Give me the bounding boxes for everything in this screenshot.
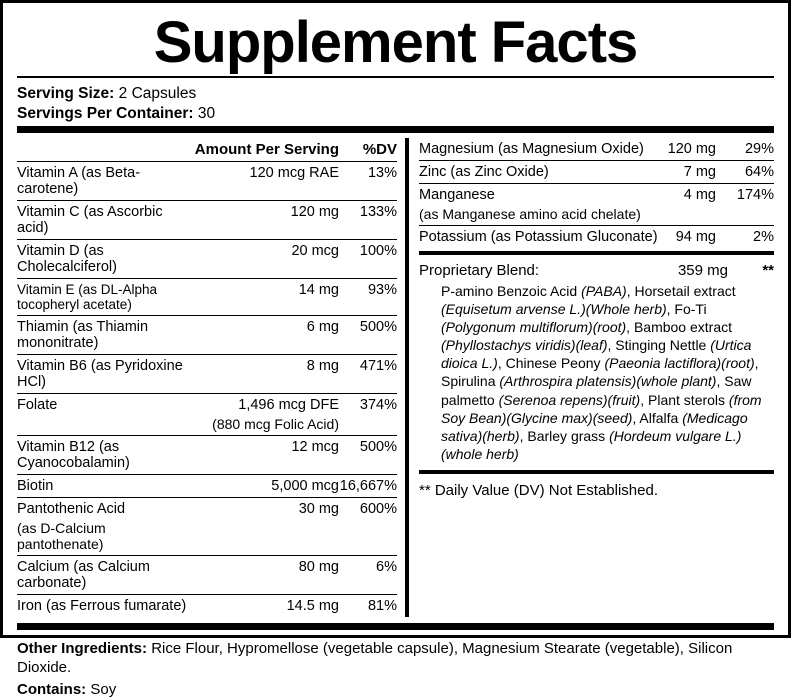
nutrient-name: Vitamin A (as Beta-carotene)	[17, 161, 195, 200]
nutrient-table-left	[17, 138, 397, 617]
nutrient-dv: 6%	[339, 555, 397, 594]
nutrient-amount: 6 mg	[195, 315, 339, 354]
facts-columns	[17, 138, 774, 617]
nutrient-name: Manganese	[419, 183, 666, 206]
nutrient-name: Vitamin E (as DL-Alpha tocopheryl acetate)	[17, 278, 195, 315]
nutrient-dv: 16,667%	[339, 474, 397, 497]
nutrient-dv: 29%	[744, 140, 774, 157]
nutrient-dv: 13%	[339, 161, 397, 200]
nutrient-sub-name: (as D-Calcium pantothenate)	[17, 519, 106, 552]
table-row	[419, 160, 774, 183]
header-percent-dv: %DV	[362, 140, 397, 158]
dv-footnote: ** Daily Value (DV) Not Established.	[419, 482, 658, 500]
nutrient-name: Vitamin C (as Ascorbic acid)	[17, 200, 195, 239]
servings-per-container-value: 30	[197, 104, 216, 122]
table-header-row	[17, 138, 397, 162]
nutrient-name: Calcium (as Calcium carbonate)	[17, 555, 195, 594]
servings-per-container-label: Servings Per Container:	[17, 104, 194, 122]
table-row	[17, 278, 397, 315]
nutrient-name: Magnesium (as Magnesium Oxide)	[419, 140, 644, 157]
divider-above-blend	[419, 251, 774, 255]
facts-left-column	[17, 138, 397, 617]
nutrient-name: Vitamin D (as Cholecalciferol)	[17, 239, 195, 278]
nutrient-amount: 14 mg	[195, 278, 339, 315]
nutrient-name: Thiamin (as Thiamin mononitrate)	[17, 315, 195, 354]
table-row	[17, 315, 397, 354]
nutrient-name: Vitamin B12 (as Cyanocobalamin)	[17, 435, 195, 474]
nutrient-sub-name: (as Manganese amino acid chelate)	[419, 205, 641, 222]
contains-label: Contains:	[17, 680, 87, 698]
table-row	[419, 183, 774, 206]
serving-size-label: Serving Size:	[17, 84, 115, 102]
nutrient-amount: 12 mcg	[195, 435, 339, 474]
nutrient-dv: 81%	[339, 594, 397, 617]
nutrient-dv: 93%	[339, 278, 397, 315]
nutrient-amount: 1,496 mcg DFE	[195, 393, 339, 416]
blend-dv: **	[762, 261, 774, 279]
nutrient-name: Iron (as Ferrous fumarate)	[17, 594, 195, 617]
nutrient-amount: 80 mg	[195, 555, 339, 594]
divider-above-footnote	[419, 470, 774, 474]
table-row	[17, 393, 397, 416]
table-row	[17, 161, 397, 200]
table-subrow	[17, 416, 397, 436]
serving-size-value: 2 Capsules	[118, 84, 197, 102]
nutrient-dv: 600%	[339, 497, 397, 520]
nutrient-name: Biotin	[17, 474, 195, 497]
nutrient-name: Potassium (as Potassium Gluconate)	[419, 225, 666, 248]
nutrient-dv: 100%	[339, 239, 397, 278]
nutrient-dv: 133%	[339, 200, 397, 239]
nutrient-name: Folate	[17, 393, 195, 416]
header-amount-per-serving: Amount Per Serving	[194, 140, 339, 158]
table-row	[17, 594, 397, 617]
table-row	[17, 555, 397, 594]
nutrient-dv: 500%	[339, 435, 397, 474]
nutrient-amount: 5,000 mcg	[195, 474, 339, 497]
table-row	[419, 138, 774, 161]
nutrient-dv: 64%	[716, 160, 774, 183]
table-subrow	[17, 520, 397, 556]
nutrient-amount: 94 mg	[666, 225, 716, 248]
nutrient-name: Pantothenic Acid	[17, 497, 195, 520]
table-row	[17, 497, 397, 520]
divider-above-table	[17, 126, 774, 133]
nutrient-amount: 7 mg	[666, 160, 716, 183]
facts-right-column	[419, 138, 774, 617]
table-subrow	[419, 206, 774, 226]
serving-size-line	[17, 84, 774, 104]
other-ingredients-label: Other Ingredients:	[17, 639, 148, 657]
nutrient-amount: 120 mg	[667, 140, 716, 157]
nutrient-amount: 4 mg	[666, 183, 716, 206]
nutrient-sub-amount: (880 mcg Folic Acid)	[212, 415, 339, 432]
table-row	[17, 200, 397, 239]
table-row	[17, 354, 397, 393]
nutrient-name: Vitamin B6 (as Pyridoxine HCl)	[17, 354, 195, 393]
contains-line	[17, 678, 774, 698]
proprietary-blend-header	[419, 258, 774, 281]
other-ingredients-line	[17, 635, 774, 678]
blend-name: Proprietary Blend:	[419, 261, 540, 279]
blend-amount: 359 mg	[677, 261, 728, 279]
table-row	[419, 225, 774, 248]
table-row	[17, 474, 397, 497]
nutrient-dv: 500%	[339, 315, 397, 354]
nutrient-dv: 174%	[716, 183, 774, 206]
page-title: Supplement Facts	[153, 10, 638, 75]
divider-above-other-ingredients	[17, 623, 774, 630]
nutrient-amount: 120 mg	[195, 200, 339, 239]
other-ingredients-value: Rice Flour, Hypromellose (vegetable capsule), Magnesium Stearate (vegetable), Silicon Dioxide.	[17, 639, 733, 677]
column-divider	[405, 138, 409, 617]
table-row	[17, 435, 397, 474]
blend-ingredients: P-amino Benzoic Acid (PABA), Horsetail extract (Equisetum arvense L.)(Whole herb), Fo-Ti (Polygonum multiflorum)(root), Bamboo extract (Phyllostachys viridis)(leaf), Stinging Nettle (Urtica dioica L.), Chinese Peony (Paeonia lactiflora)(root), Spirulina (Arthrospira platensis)(whole plant), Saw palmetto (Serenoa repens)(fruit), Plant sterols (from Soy Bean)(Glycine max)(seed), Alfalfa (Medicago sativa)(herb), Barley grass (Hordeum vulgare L.)(whole herb)	[441, 282, 762, 463]
servings-per-container-line	[17, 104, 774, 124]
nutrient-amount: 120 mcg RAE	[195, 161, 339, 200]
nutrient-amount: 14.5 mg	[195, 594, 339, 617]
nutrient-name: Zinc (as Zinc Oxide)	[419, 160, 666, 183]
nutrient-amount: 20 mcg	[195, 239, 339, 278]
nutrient-amount: 8 mg	[195, 354, 339, 393]
nutrient-table-right	[419, 138, 774, 248]
nutrient-dv: 471%	[339, 354, 397, 393]
nutrient-dv: 2%	[716, 225, 774, 248]
contains-value: Soy	[90, 680, 117, 698]
table-row	[17, 239, 397, 278]
nutrient-dv: 374%	[339, 393, 397, 416]
nutrient-amount: 30 mg	[195, 497, 339, 520]
